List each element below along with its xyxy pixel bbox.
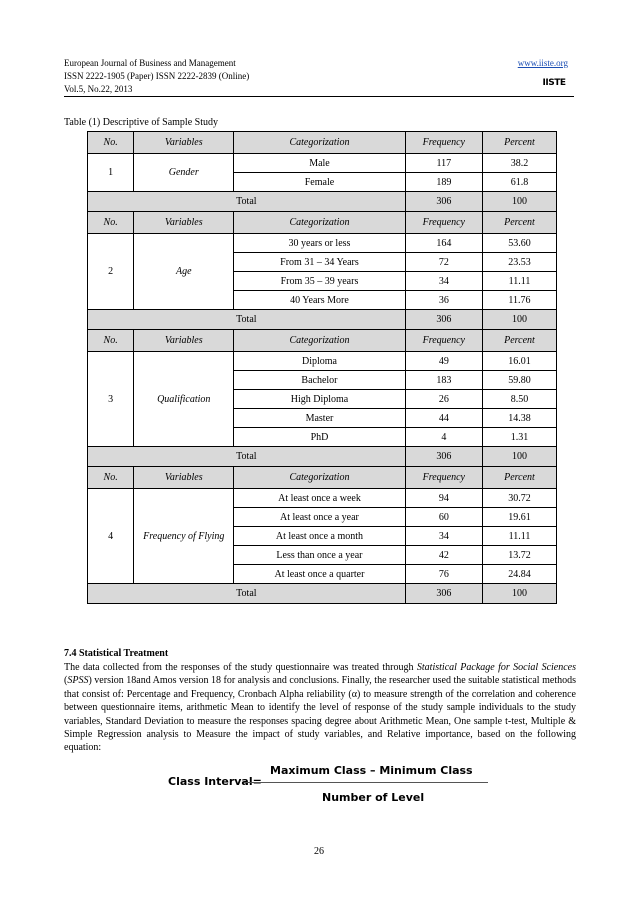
category-cell: From 31 – 34 Years bbox=[234, 253, 405, 272]
frequency-cell: 94 bbox=[405, 489, 482, 508]
category-cell: At least once a week bbox=[234, 489, 405, 508]
journal-url-link[interactable]: www.iiste.org bbox=[517, 58, 568, 68]
frequency-cell: 60 bbox=[405, 508, 482, 527]
percent-cell: 8.50 bbox=[482, 390, 556, 409]
table-row bbox=[88, 234, 557, 253]
percent-cell: 14.38 bbox=[482, 409, 556, 428]
volume-line: Vol.5, No.22, 2013 bbox=[64, 84, 133, 94]
table-row bbox=[88, 352, 557, 371]
logo-text: IISTE bbox=[542, 78, 566, 88]
frequency-cell: 49 bbox=[405, 352, 482, 371]
total-label-cell: Total bbox=[88, 310, 406, 330]
section-paragraph: The data collected from the responses of the study questionnaire was treated through Statistical Package for Social Sciences (SPSS) version 18and Amos version 18 for analysis and conclusions. Finally, the researcher used the suitable statistical methods that consist of: Percentage and Frequency, Cronbach Alpha reliability (α) to measure strength of the correlation and coherence between questionnaire items, arithmetic Mean to identify the level of response of the study sample individuals to the study variables, Standard Deviation to measure the responses spacing degree about Arithmetic Mean, One sample t-test, Multiple & Simple Regression analysis to Measure the impact of study variables, and Relative importance, based on the following equation: bbox=[64, 662, 576, 754]
equation-denominator: Number of Level bbox=[322, 791, 425, 804]
header-cell-variables: Variables bbox=[134, 467, 234, 489]
frequency-cell: 34 bbox=[405, 272, 482, 291]
header-cell-categorization: Categorization bbox=[234, 467, 405, 489]
header-cell-no: No. bbox=[88, 330, 134, 352]
table-header-row bbox=[88, 132, 557, 154]
frequency-cell: 42 bbox=[405, 546, 482, 565]
category-cell: From 35 – 39 years bbox=[234, 272, 405, 291]
table-header-row bbox=[88, 330, 557, 352]
percent-cell: 53.60 bbox=[482, 234, 556, 253]
total-label-cell: Total bbox=[88, 584, 406, 604]
category-cell: Less than once a year bbox=[234, 546, 405, 565]
percent-cell: 24.84 bbox=[482, 565, 556, 584]
frequency-cell: 36 bbox=[405, 291, 482, 310]
variable-cell: Age bbox=[134, 234, 234, 310]
section-title: 7.4 Statistical Treatment bbox=[64, 648, 169, 659]
total-frequency-cell: 306 bbox=[405, 447, 482, 467]
table-row bbox=[88, 154, 557, 173]
total-percent-cell: 100 bbox=[482, 447, 556, 467]
percent-cell: 1.31 bbox=[482, 428, 556, 447]
equation-numerator: Maximum Class – Minimum Class bbox=[270, 764, 473, 777]
percent-cell: 13.72 bbox=[482, 546, 556, 565]
variable-cell: Qualification bbox=[134, 352, 234, 447]
header-cell-categorization: Categorization bbox=[234, 330, 405, 352]
percent-cell: 30.72 bbox=[482, 489, 556, 508]
category-cell: Male bbox=[234, 154, 405, 173]
frequency-cell: 76 bbox=[405, 565, 482, 584]
total-frequency-cell: 306 bbox=[405, 584, 482, 604]
table-header-row bbox=[88, 212, 557, 234]
total-row bbox=[88, 584, 557, 604]
category-cell: Master bbox=[234, 409, 405, 428]
total-percent-cell: 100 bbox=[482, 192, 556, 212]
percent-cell: 11.76 bbox=[482, 291, 556, 310]
frequency-cell: 72 bbox=[405, 253, 482, 272]
journal-name: European Journal of Business and Management bbox=[64, 58, 236, 68]
header-cell-frequency: Frequency bbox=[405, 467, 482, 489]
category-cell: At least once a month bbox=[234, 527, 405, 546]
page-number: 26 bbox=[314, 846, 324, 857]
total-percent-cell: 100 bbox=[482, 584, 556, 604]
percent-cell: 16.01 bbox=[482, 352, 556, 371]
group-number-cell: 4 bbox=[88, 489, 134, 584]
class-interval-equation bbox=[0, 758, 638, 808]
iiste-logo-icon bbox=[540, 69, 568, 91]
table-header-row bbox=[88, 467, 557, 489]
total-row bbox=[88, 192, 557, 212]
header-cell-percent: Percent bbox=[482, 212, 556, 234]
total-frequency-cell: 306 bbox=[405, 310, 482, 330]
header-cell-no: No. bbox=[88, 212, 134, 234]
frequency-cell: 164 bbox=[405, 234, 482, 253]
frequency-cell: 117 bbox=[405, 154, 482, 173]
percent-cell: 61.8 bbox=[482, 173, 556, 192]
total-percent-cell: 100 bbox=[482, 310, 556, 330]
percent-cell: 11.11 bbox=[482, 527, 556, 546]
percent-cell: 11.11 bbox=[482, 272, 556, 291]
header-cell-frequency: Frequency bbox=[405, 132, 482, 154]
group-number-cell: 3 bbox=[88, 352, 134, 447]
header-cell-variables: Variables bbox=[134, 330, 234, 352]
frequency-cell: 183 bbox=[405, 371, 482, 390]
category-cell: At least once a quarter bbox=[234, 565, 405, 584]
equation-label: Class Interval= bbox=[168, 775, 262, 788]
header-cell-percent: Percent bbox=[482, 132, 556, 154]
header-cell-percent: Percent bbox=[482, 467, 556, 489]
category-cell: 40 Years More bbox=[234, 291, 405, 310]
total-frequency-cell: 306 bbox=[405, 192, 482, 212]
percent-cell: 23.53 bbox=[482, 253, 556, 272]
percent-cell: 38.2 bbox=[482, 154, 556, 173]
header-cell-categorization: Categorization bbox=[234, 212, 405, 234]
total-row bbox=[88, 310, 557, 330]
header-cell-frequency: Frequency bbox=[405, 212, 482, 234]
group-number-cell: 1 bbox=[88, 154, 134, 192]
percent-cell: 19.61 bbox=[482, 508, 556, 527]
frequency-cell: 4 bbox=[405, 428, 482, 447]
header-cell-no: No. bbox=[88, 467, 134, 489]
header-cell-no: No. bbox=[88, 132, 134, 154]
category-cell: At least once a year bbox=[234, 508, 405, 527]
header-cell-categorization: Categorization bbox=[234, 132, 405, 154]
total-row bbox=[88, 447, 557, 467]
frequency-cell: 189 bbox=[405, 173, 482, 192]
header-cell-variables: Variables bbox=[134, 212, 234, 234]
header-cell-variables: Variables bbox=[134, 132, 234, 154]
descriptive-table bbox=[87, 131, 557, 604]
frequency-cell: 44 bbox=[405, 409, 482, 428]
fraction-line bbox=[244, 782, 488, 783]
frequency-cell: 26 bbox=[405, 390, 482, 409]
category-cell: High Diploma bbox=[234, 390, 405, 409]
table-caption: Table (1) Descriptive of Sample Study bbox=[64, 117, 218, 128]
issn-line: ISSN 2222-1905 (Paper) ISSN 2222-2839 (Online) bbox=[64, 71, 250, 81]
category-cell: PhD bbox=[234, 428, 405, 447]
category-cell: Female bbox=[234, 173, 405, 192]
header-cell-percent: Percent bbox=[482, 330, 556, 352]
table-row bbox=[88, 489, 557, 508]
category-cell: Bachelor bbox=[234, 371, 405, 390]
group-number-cell: 2 bbox=[88, 234, 134, 310]
variable-cell: Gender bbox=[134, 154, 234, 192]
percent-cell: 59.80 bbox=[482, 371, 556, 390]
category-cell: 30 years or less bbox=[234, 234, 405, 253]
frequency-cell: 34 bbox=[405, 527, 482, 546]
category-cell: Diploma bbox=[234, 352, 405, 371]
variable-cell: Frequency of Flying bbox=[134, 489, 234, 584]
total-label-cell: Total bbox=[88, 447, 406, 467]
header-rule bbox=[64, 96, 574, 97]
total-label-cell: Total bbox=[88, 192, 406, 212]
header-cell-frequency: Frequency bbox=[405, 330, 482, 352]
